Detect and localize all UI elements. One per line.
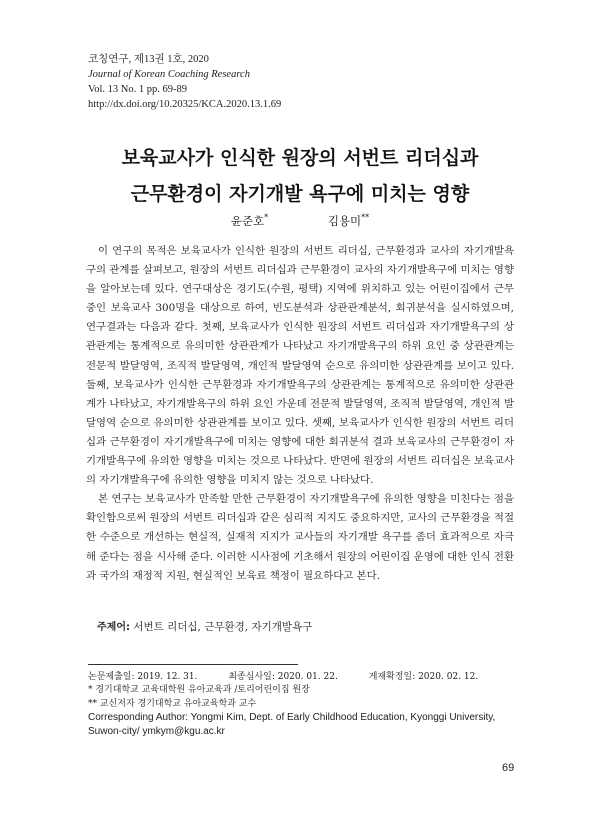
author-list [0, 213, 600, 229]
footnote-divider [88, 664, 298, 665]
abstract [86, 242, 514, 586]
journal-name-en: Journal of Korean Coaching Research [88, 69, 250, 80]
author-2-affiliation: ** 교신저자 경기대학교 유아교육학과 교수 [88, 698, 257, 709]
corresponding-author: Corresponding Author: Yongmi Kim, Dept. of Early Childhood Education, Kyonggi University, [88, 712, 496, 724]
author-2 [328, 213, 369, 229]
journal-doi: http://dx.doi.org/10.20325/KCA.2020.13.1.69 [88, 99, 282, 110]
author-1 [231, 213, 268, 229]
corresponding-contact: Suwon-city/ ymkym@kgu.ac.kr [88, 725, 225, 737]
author-2-mark: ** [361, 213, 370, 223]
author-1-mark: * [264, 213, 269, 223]
title-line-1: 보육교사가 인식한 원장의 서번트 리더십과 [121, 147, 479, 169]
journal-header [88, 52, 281, 112]
accepted-date: 게재확정일: 2020. 02. 12. [368, 672, 479, 682]
author-1-affiliation: * 경기대학교 교육대학원 유아교육과 /토리어린이집 원장 [88, 685, 310, 696]
page-number: 69 [502, 762, 515, 774]
revised-date: 최종심사일: 2020. 01. 22. [228, 672, 338, 682]
journal-name-ko: 코칭연구, 제13권 1호, 2020 [88, 54, 209, 65]
article-title [0, 140, 600, 212]
keywords [97, 618, 312, 634]
author-1-name: 윤준호 [230, 214, 265, 228]
abstract-paragraph-2: 본 연구는 보육교사가 만족할 만한 근무환경이 자기개발욕구에 유의한 영향을 미친다는 점을 확인함으로써 원장의 서번트 리더십과 같은 심리적 지지도 중요하지만, 교사의 근무환경을 적절한 수준으로 개선하는 현실적, 실재적 지지가 교사들의 자기개발 욕구를 좀더 효과적으로 자극해 준다는 점을 시사해 준다. 이러한 시사점에 기초해서 원장의 어린이집 운영에 대한 인식 전환과 국가의 재정적 지원, 현실적인 보육료 책정이 필요하다고 본다. [86, 493, 514, 582]
author-2-name: 김용미 [327, 214, 362, 228]
received-date: 논문제출일: 2019. 12. 31. [88, 672, 198, 682]
submission-dates [88, 671, 528, 684]
keywords-label: 주제어: [97, 622, 130, 633]
title-line-2: 근무환경이 자기개발 욕구에 미치는 영향 [130, 183, 470, 205]
footnotes [88, 671, 528, 738]
abstract-paragraph-1: 이 연구의 목적은 보육교사가 인식한 원장의 서번트 리더십, 근무환경과 교사의 자기개발욕구의 관계를 살펴보고, 원장의 서번트 리더십과 근무환경이 교사의 자기개발욕구에 미치는 영향을 알아보는데 있다. 연구대상은 경기도(수원, 평택) 지역에 위치하고 있는 어린이집에서 근무 중인 보육교사 300명을 대상으로 하여, 빈도분석과 상관관계분석, 회귀분석을 실시하였으며, 연구결과는 다음과 같다. 첫째, 보육교사가 인식한 원장의 서번트 리더십과 자기개발욕구의 상관관계는 통계적으로 유의미한 상관관계가 나타났고 자기개발욕구의 하위 요인 중 상관관계는 전문적 발달영역, 조직적 발달영역, 개인적 발달영역 순으로 유의미한 상관관계를 보이고 있다. 둘째, 보육교사가 인식한 근무환경과 자기개발욕구의 상관관계는 통계적으로 유의미한 상관관계가 나타났고, 자기개발욕구의 하위 요인 가운데 전문적 발달영역, 조직적 발달영역, 개인적 발달영역 순으로 유의미한 상관관계를 보이고 있다. 셋째, 보육교사가 인식한 원장의 서번트 리더십과 근무환경이 자기개발욕구에 미치는 영향에 대한 회귀분석 결과 보육교사의 근무환경이 자기개발욕구에 유의한 영향을 미치는 것으로 나타났다. 반면에 원장의 서번트 리더십은 보육교사의 자기개발욕구에 유의한 영향을 미치지 않는 것으로 나타났다. [86, 245, 514, 487]
journal-volume: Vol. 13 No. 1 pp. 69-89 [88, 84, 187, 95]
keywords-value: 서번트 리더십, 근무환경, 자기개발욕구 [133, 621, 313, 633]
